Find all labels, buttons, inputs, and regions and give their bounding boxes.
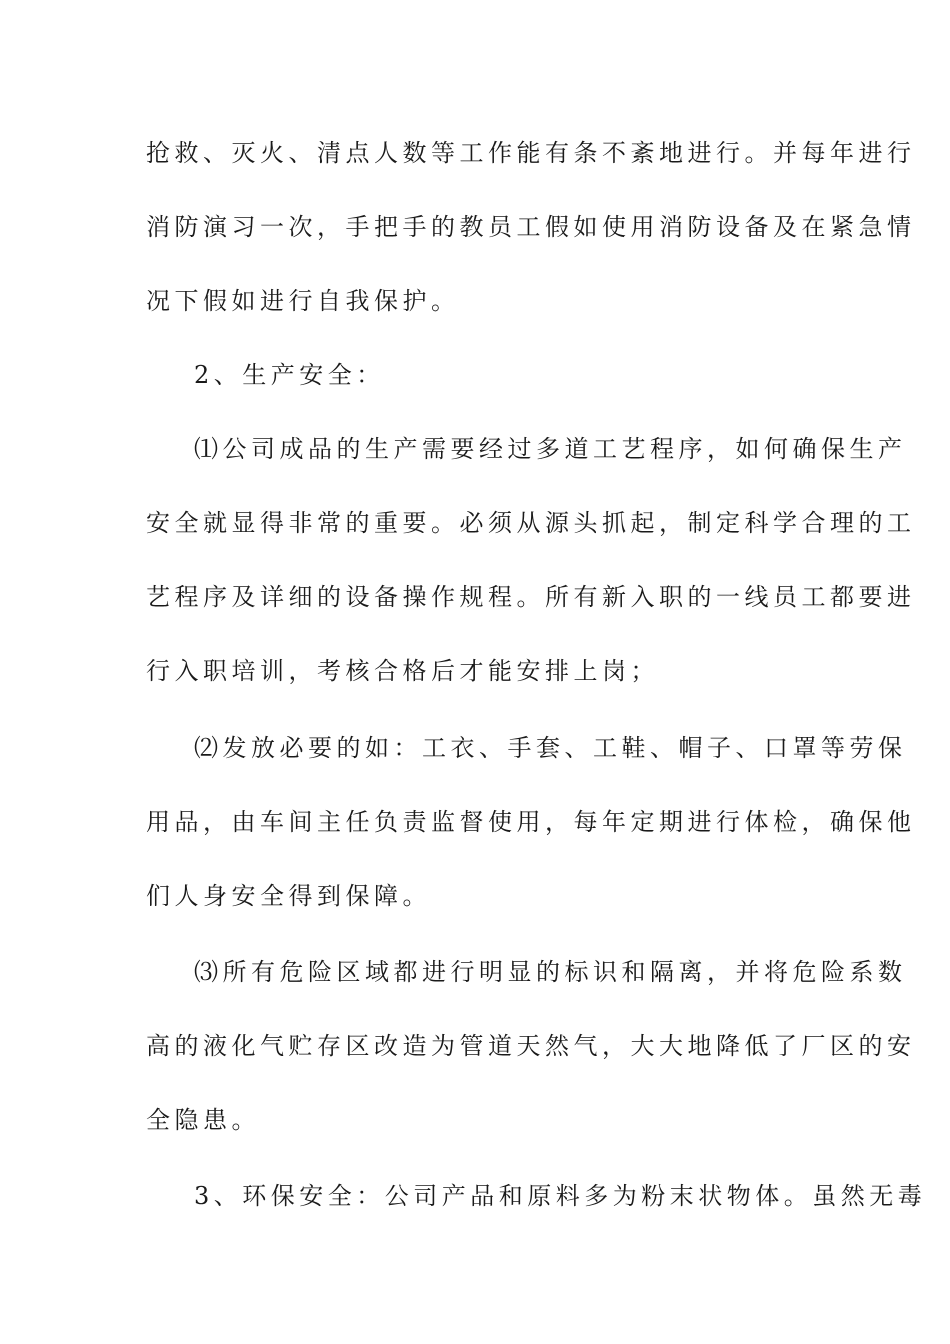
paragraph-line: 们人身安全得到保障。 [146, 882, 431, 910]
section-heading-environmental-safety: 3、环保安全：公司产品和原料多为粉末状物体。虽然无毒 [194, 1182, 927, 1210]
paragraph-line: 艺程序及详细的设备操作规程。所有新入职的一线员工都要进 [146, 583, 916, 611]
paragraph-line: 用品，由车间主任负责监督使用，每年定期进行体检，确保他 [146, 808, 916, 836]
paragraph-line: 抢救、灭火、清点人数等工作能有条不紊地进行。并每年进行 [146, 139, 916, 167]
paragraph-line: 消防演习一次，手把手的教员工假如使用消防设备及在紧急情 [146, 213, 916, 241]
section-heading-production-safety: 2、生产安全： [194, 361, 385, 389]
paragraph-line: 全隐患。 [146, 1106, 260, 1134]
paragraph-line: 高的液化气贮存区改造为管道天然气，大大地降低了厂区的安 [146, 1032, 916, 1060]
paragraph-line: ⑵发放必要的如：工衣、手套、工鞋、帽子、口罩等劳保 [194, 734, 907, 762]
paragraph-line: 况下假如进行自我保护。 [146, 287, 460, 315]
paragraph-line: ⑶所有危险区域都进行明显的标识和隔离，并将危险系数 [194, 958, 907, 986]
paragraph-line: ⑴公司成品的生产需要经过多道工艺程序，如何确保生产 [194, 435, 907, 463]
paragraph-line: 安全就显得非常的重要。必须从源头抓起，制定科学合理的工 [146, 509, 916, 537]
paragraph-line: 行入职培训，考核合格后才能安排上岗； [146, 657, 659, 685]
